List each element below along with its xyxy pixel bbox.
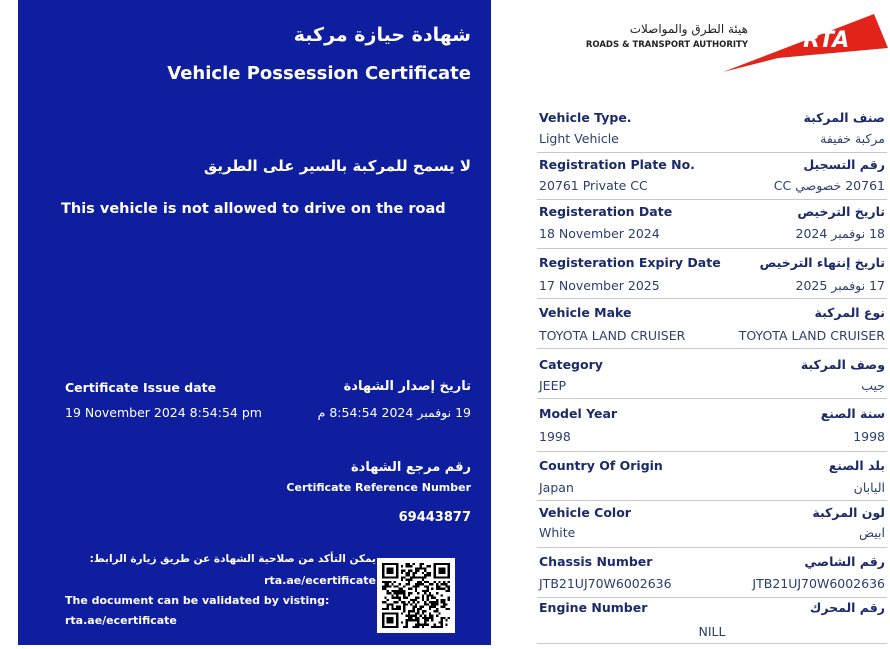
field-category	[537, 357, 887, 399]
field-label-en: Chassis Number	[539, 554, 653, 569]
certificate-panel	[18, 0, 491, 645]
reference-label-ar: رقم مرجع الشهادة	[350, 460, 471, 475]
field-label-ar: رقم المحرك	[809, 600, 885, 615]
issue-date-label-ar: تاريخ إصدار الشهادة	[343, 379, 471, 394]
field-value-en: Light Vehicle	[539, 131, 619, 146]
field-label-en: Vehicle Make	[539, 305, 632, 320]
field-label-en: Registeration Date	[539, 204, 673, 219]
field-label-en: Vehicle Type.	[539, 110, 632, 125]
validation-note-en: The document can be validated by visting:	[65, 594, 330, 607]
reference-number: 69443877	[398, 510, 471, 525]
field-value-ar: جيب	[861, 378, 885, 393]
reference-label-en: Certificate Reference Number	[286, 481, 471, 494]
field-country-of-origin	[537, 458, 887, 501]
field-value-en: JTB21UJ70W6002636	[539, 576, 672, 591]
field-value: NILL	[698, 624, 726, 639]
field-label-ar: صنف المركبة	[803, 110, 885, 125]
issue-date-label-en: Certificate Issue date	[65, 380, 217, 395]
field-value-ar: TOYOTA LAND CRUISER	[738, 328, 885, 343]
field-value-ar: 1998	[853, 429, 885, 444]
field-label-ar: تاريخ إنتهاء الترخيص	[759, 255, 885, 270]
field-label-en: Registration Plate No.	[539, 157, 695, 172]
field-value-en: 1998	[539, 429, 571, 444]
field-value-ar: مركبة خفيفة	[820, 131, 885, 146]
field-label-ar: رقم الشاصي	[804, 554, 885, 569]
issue-date-value-en: 19 November 2024 8:54:54 pm	[65, 405, 262, 420]
field-registration-expiry	[537, 255, 887, 299]
road-warning-ar: لا يسمح للمركبة بالسير على الطريق	[203, 157, 471, 175]
field-value-ar: ابيض	[858, 525, 885, 540]
field-value-en: JEEP	[539, 378, 567, 393]
issue-date-value-ar: 19 نوفمبر 2024 8:54:54 م	[317, 405, 471, 420]
authority-name-ar: هيئة الطرق والمواصلات	[629, 22, 748, 36]
rta-logo-text: RTA	[803, 28, 850, 53]
field-label-en: Country Of Origin	[539, 458, 663, 473]
field-label-en: Category	[539, 357, 603, 372]
field-value-ar: 18 نوفمبر 2024	[795, 226, 885, 241]
field-label-en: Engine Number	[539, 600, 648, 615]
field-value-ar: 17 نوفمبر 2025	[795, 278, 885, 293]
field-value-en: White	[539, 525, 576, 540]
field-value-ar: 20761 خصوصي CC	[773, 178, 885, 193]
validation-link-top[interactable]: rta.ae/ecertificate	[264, 574, 376, 587]
field-label-ar: سنة الصنع	[820, 406, 885, 421]
field-label-ar: وصف المركبة	[800, 357, 885, 372]
field-label-ar: رقم التسجيل	[803, 157, 885, 172]
field-model-year	[537, 406, 887, 452]
field-registration-date	[537, 204, 887, 249]
rta-logo	[578, 12, 890, 74]
field-engine-number	[537, 600, 887, 644]
field-value-ar: JTB21UJ70W6002636	[752, 576, 885, 591]
field-value-en: 17 November 2025	[539, 278, 660, 293]
field-label-en: Registeration Expiry Date	[539, 255, 721, 270]
field-value-en: 18 November 2024	[539, 226, 660, 241]
field-registration-plate	[537, 157, 887, 200]
field-label-ar: لون المركبة	[812, 505, 885, 520]
field-vehicle-make	[537, 305, 887, 349]
field-label-ar: نوع المركبة	[814, 305, 885, 320]
authority-name-en: ROADS & TRANSPORT AUTHORITY	[585, 40, 748, 50]
certificate-title-ar: شهادة حيازة مركبة	[293, 24, 471, 46]
qr-code-icon	[377, 558, 455, 633]
field-label-en: Vehicle Color	[539, 505, 631, 520]
field-value-ar: اليابان	[853, 480, 885, 495]
field-value-en: TOYOTA LAND CRUISER	[539, 328, 686, 343]
field-value-en: 20761 Private CC	[539, 178, 648, 193]
road-warning-en: This vehicle is not allowed to drive on the road	[61, 201, 446, 217]
field-label-ar: تاريخ الترخيص	[797, 204, 885, 219]
field-label-ar: بلد الصنع	[828, 458, 885, 473]
field-vehicle-type	[537, 110, 887, 153]
field-value-en: Japan	[539, 480, 574, 495]
certificate-title-en: Vehicle Possession Certificate	[167, 63, 471, 84]
validation-note-ar: يمكن التأكد من صلاحية الشهادة عن طريق زيارة الرابط:	[89, 553, 376, 565]
qr-code-graphic	[382, 563, 450, 628]
field-chassis-number	[537, 554, 887, 598]
field-label-en: Model Year	[539, 406, 618, 421]
field-vehicle-color	[537, 505, 887, 548]
validation-link-bottom[interactable]: rta.ae/ecertificate	[65, 614, 177, 627]
